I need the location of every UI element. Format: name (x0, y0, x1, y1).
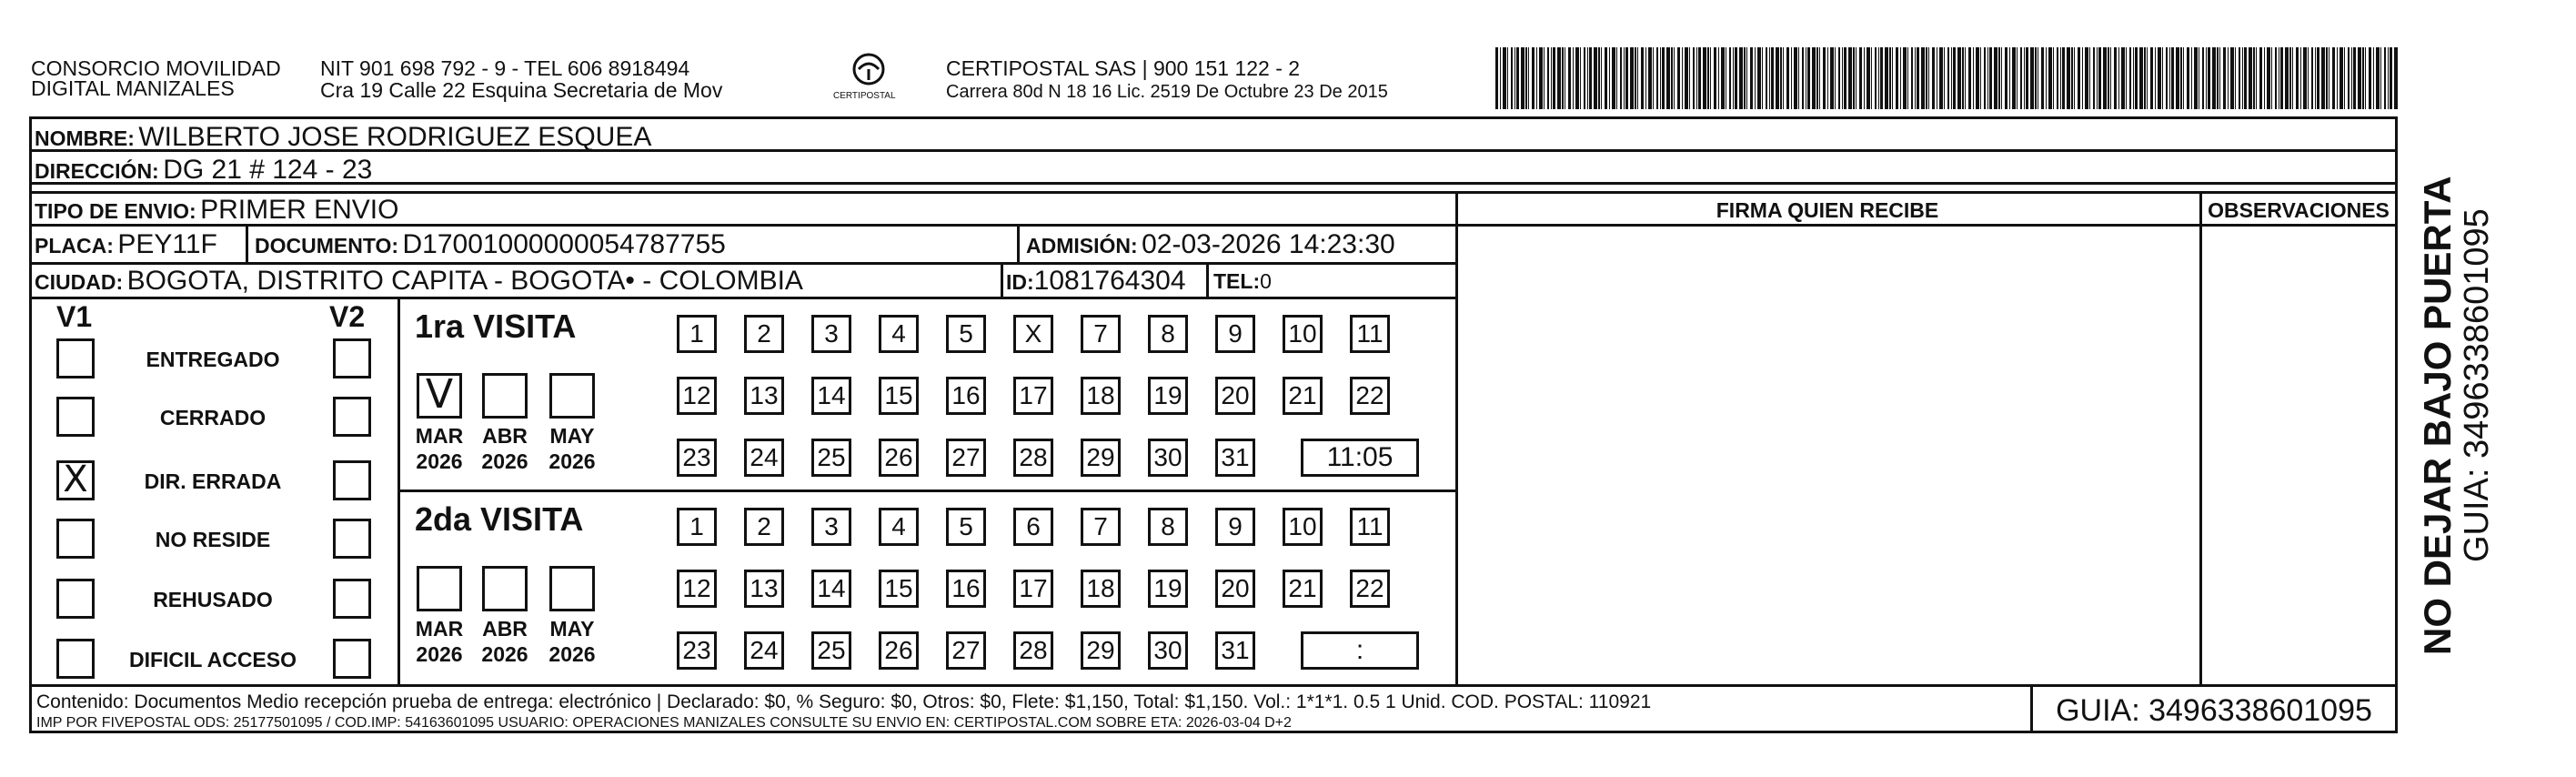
v2-checkbox[interactable] (333, 519, 371, 559)
direccion-value: DG 21 # 124 - 23 (163, 155, 373, 185)
v2-checkbox[interactable] (333, 639, 371, 679)
visit-title: 2da VISITA (415, 500, 584, 538)
month-label: MAR (415, 424, 464, 448)
day-box[interactable]: 22 (1350, 570, 1390, 608)
day-box[interactable]: 30 (1148, 439, 1188, 477)
v2-label: V2 (329, 300, 366, 333)
documento-label: DOCUMENTO: (255, 234, 399, 257)
certipostal-company: CERTIPOSTAL SAS | 900 151 122 - 2 (946, 56, 1301, 80)
documento-value: D17001000000054787755 (402, 229, 726, 259)
day-box[interactable]: 13 (744, 570, 784, 608)
day-box[interactable]: 13 (744, 377, 784, 415)
month-label: MAY (549, 424, 595, 448)
day-box[interactable]: 7 (1081, 315, 1121, 353)
visit-time-box[interactable]: 11:05 (1301, 439, 1419, 477)
ciudad-row (35, 266, 803, 297)
month-checkbox[interactable] (482, 566, 528, 611)
day-box[interactable]: 9 (1215, 315, 1255, 353)
day-box[interactable]: 31 (1215, 439, 1255, 477)
nombre-label: NOMBRE: (35, 126, 135, 150)
month-checkbox[interactable]: V (417, 373, 462, 419)
month-year-label: 2026 (548, 449, 596, 473)
day-box[interactable]: 28 (1013, 439, 1053, 477)
v2-checkbox[interactable] (333, 579, 371, 619)
day-box[interactable]: 10 (1283, 315, 1323, 353)
v2-checkbox[interactable] (333, 397, 371, 437)
day-box[interactable]: 30 (1148, 631, 1188, 670)
day-box[interactable]: 5 (946, 315, 986, 353)
id-label: ID: (1006, 270, 1034, 294)
day-box[interactable]: 14 (811, 570, 851, 608)
certipostal-license: Carrera 80d N 18 16 Lic. 2519 De Octubre 23 De 2015 (946, 82, 1388, 102)
month-label: MAY (549, 617, 595, 641)
placa-row (35, 229, 217, 260)
v1-checkbox[interactable] (56, 579, 95, 619)
day-box[interactable]: 26 (879, 631, 919, 670)
month-year-label: 2026 (416, 642, 463, 666)
day-box[interactable]: 1 (677, 508, 717, 546)
status-label: CERRADO (159, 406, 267, 429)
visit-title: 1ra VISITA (415, 308, 577, 345)
day-box[interactable]: 14 (811, 377, 851, 415)
tel-row (1213, 269, 1272, 294)
company-address: Cra 19 Calle 22 Esquina Secretaria de Mov (320, 78, 723, 102)
day-box[interactable]: 25 (811, 631, 851, 670)
v1-label: V1 (56, 300, 93, 333)
admision-row (1026, 229, 1395, 260)
day-box[interactable]: 21 (1283, 570, 1323, 608)
day-box[interactable]: 2 (744, 315, 784, 353)
admision-value: 02-03-2026 14:23:30 (1142, 229, 1395, 259)
day-box[interactable]: 19 (1148, 570, 1188, 608)
day-box[interactable]: 20 (1215, 570, 1255, 608)
day-box[interactable]: 15 (879, 570, 919, 608)
day-box[interactable]: 26 (879, 439, 919, 477)
month-year-label: 2026 (548, 642, 596, 666)
day-box[interactable]: 11 (1350, 508, 1390, 546)
day-box[interactable]: 17 (1013, 570, 1053, 608)
status-label: ENTREGADO (146, 348, 280, 371)
month-label: ABR (482, 424, 528, 448)
company-name-line1: CONSORCIO MOVILIDAD (31, 56, 281, 80)
month-checkbox[interactable] (482, 373, 528, 419)
month-label: ABR (482, 617, 528, 641)
v2-checkbox[interactable] (333, 338, 371, 378)
ciudad-value: BOGOTA, DISTRITO CAPITA - BOGOTA• - COLOMBIA (126, 266, 803, 296)
day-box[interactable]: 24 (744, 439, 784, 477)
status-label: DIFICIL ACCESO (128, 648, 297, 671)
day-box[interactable]: X (1013, 315, 1053, 353)
day-box[interactable]: 5 (946, 508, 986, 546)
day-box[interactable]: 22 (1350, 377, 1390, 415)
day-box[interactable]: 6 (1013, 508, 1053, 546)
day-box[interactable]: 9 (1215, 508, 1255, 546)
logo-text: CERTIPOSTAL (833, 91, 896, 101)
day-box[interactable]: 20 (1215, 377, 1255, 415)
day-box[interactable]: 31 (1215, 631, 1255, 670)
day-box[interactable]: 12 (677, 377, 717, 415)
nombre-row (35, 122, 651, 153)
day-box[interactable]: 1 (677, 315, 717, 353)
footer-content: Contenido: Documentos Medio recepción prueba de entrega: electrónico | Declarado: $0, % Seguro: $0, Otros: $0, Flete: $1,150, Total: $1,150. Vol.: 1*1*1. 0.5 1 Unid. COD. POSTAL: 110921 (36, 691, 1652, 712)
tel-value: 0 (1260, 269, 1272, 293)
day-box[interactable]: 27 (946, 439, 986, 477)
day-box[interactable]: 3 (811, 508, 851, 546)
day-box[interactable]: 15 (879, 377, 919, 415)
direccion-row (35, 155, 372, 186)
day-box[interactable]: 16 (946, 570, 986, 608)
tipo-envio-row (35, 195, 398, 226)
day-box[interactable]: 8 (1148, 315, 1188, 353)
side-guia: GUIA: 3496338601095 (2458, 208, 2496, 562)
id-value: 1081764304 (1033, 266, 1186, 296)
month-checkbox[interactable] (417, 566, 462, 611)
day-box[interactable]: 23 (677, 439, 717, 477)
day-box[interactable]: 4 (879, 315, 919, 353)
barcode (1495, 47, 2405, 109)
status-label: NO RESIDE (155, 528, 271, 551)
side-warning: NO DEJAR BAJO PUERTA (2416, 176, 2459, 655)
day-box[interactable]: 3 (811, 315, 851, 353)
placa-value: PEY11F (117, 229, 217, 259)
status-label: REHUSADO (153, 588, 273, 611)
v1-checkbox[interactable]: X (56, 460, 95, 500)
day-box[interactable]: 16 (946, 377, 986, 415)
day-box[interactable]: 28 (1013, 631, 1053, 670)
day-box[interactable]: 11 (1350, 315, 1390, 353)
direccion-label: DIRECCIÓN: (35, 159, 159, 183)
month-label: MAR (415, 617, 464, 641)
tel-label: TEL: (1213, 269, 1261, 293)
nombre-value: WILBERTO JOSE RODRIGUEZ ESQUEA (138, 122, 652, 152)
day-box[interactable]: 19 (1148, 377, 1188, 415)
documento-row (255, 229, 726, 260)
company-name-line2: DIGITAL MANIZALES (31, 76, 235, 100)
month-checkbox[interactable] (549, 373, 595, 419)
day-box[interactable]: 21 (1283, 377, 1323, 415)
v1-checkbox[interactable] (56, 338, 95, 378)
day-box[interactable]: 2 (744, 508, 784, 546)
month-year-label: 2026 (481, 642, 528, 666)
day-box[interactable]: 10 (1283, 508, 1323, 546)
day-box[interactable]: 27 (946, 631, 986, 670)
day-box[interactable]: 17 (1013, 377, 1053, 415)
v2-checkbox[interactable] (333, 460, 371, 500)
day-box[interactable]: 7 (1081, 508, 1121, 546)
ciudad-label: CIUDAD: (35, 270, 124, 294)
firma-label: FIRMA QUIEN RECIBE (1716, 198, 1939, 222)
footer-print-info: IMP POR FIVEPOSTAL ODS: 25177501095 / COD.IMP: 54163601095 USUARIO: OPERACIONES MANIZALES CONSULTE SU ENVIO EN: CERTIPOSTAL.COM SOBRE ETA: 2026-03-04 D+2 (36, 715, 1292, 731)
v1-checkbox[interactable] (56, 639, 95, 679)
admision-label: ADMISIÓN: (1026, 234, 1138, 257)
tipo-envio-label: TIPO DE ENVIO: (35, 199, 196, 223)
observaciones-label: OBSERVACIONES (2208, 198, 2390, 222)
visit-time-box[interactable]: : (1301, 631, 1419, 670)
day-box[interactable]: 23 (677, 631, 717, 670)
id-row (1006, 266, 1186, 297)
month-year-label: 2026 (481, 449, 528, 473)
day-box[interactable]: 8 (1148, 508, 1188, 546)
day-box[interactable]: 12 (677, 570, 717, 608)
day-box[interactable]: 4 (879, 508, 919, 546)
tipo-envio-value: PRIMER ENVIO (200, 195, 399, 225)
day-box[interactable]: 25 (811, 439, 851, 477)
v1-checkbox[interactable] (56, 397, 95, 437)
day-box[interactable]: 24 (744, 631, 784, 670)
day-box[interactable]: 29 (1081, 631, 1121, 670)
day-box[interactable]: 18 (1081, 570, 1121, 608)
day-box[interactable]: 29 (1081, 439, 1121, 477)
placa-label: PLACA: (35, 234, 114, 257)
day-box[interactable]: 18 (1081, 377, 1121, 415)
month-year-label: 2026 (416, 449, 463, 473)
footer-guia: GUIA: 3496338601095 (2056, 693, 2372, 728)
v1-checkbox[interactable] (56, 519, 95, 559)
month-checkbox[interactable] (549, 566, 595, 611)
status-label: DIR. ERRADA (144, 469, 282, 493)
company-nit: NIT 901 698 792 - 9 - TEL 606 8918494 (320, 56, 690, 80)
